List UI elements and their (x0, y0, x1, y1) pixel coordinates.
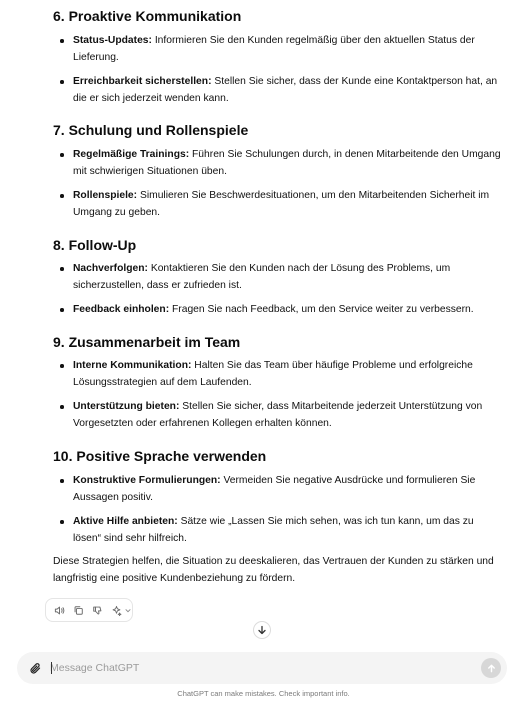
send-button[interactable] (481, 658, 501, 678)
text-cursor (51, 662, 52, 674)
sparkle-regenerate-icon[interactable] (109, 603, 123, 617)
item-label: Feedback einholen: (73, 304, 170, 315)
item-label: Erreichbarkeit sicherstellen: (73, 76, 212, 87)
item-label: Unterstützung bieten: (73, 401, 180, 412)
item-text: Informieren Sie den Kunden regelmäßig über den aktuellen Status der Lieferung. (73, 35, 475, 63)
thumbs-down-icon[interactable] (90, 603, 104, 617)
item-label: Rollenspiele: (73, 190, 138, 201)
arrow-down-icon (257, 625, 267, 635)
closing-paragraph: Diese Strategien helfen, die Situation zu deeskalieren, das Vertrauen der Kunden zu stärken und langfristig eine positive Kundenbeziehung zu fördern. (53, 556, 494, 584)
item-text: Stellen Sie sicher, dass der Kunde eine Kontaktperson hat, an die er sich jederzeit wenden kann. (73, 76, 498, 104)
section-heading: 8. Follow-Up (53, 237, 137, 253)
bullet-list (53, 357, 503, 432)
message-input[interactable] (50, 658, 470, 678)
section-heading: 6. Proaktive Kommunikation (53, 8, 242, 24)
item-label: Interne Kommunikation: (73, 360, 192, 371)
attach-paperclip-icon[interactable] (27, 660, 43, 676)
item-text: Fragen Sie nach Feedback, um den Service weiter zu verbessern. (169, 304, 474, 315)
list-item (53, 187, 503, 221)
item-text: Vermeiden Sie negative Ausdrücke und formulieren Sie Aussagen positiv. (73, 475, 476, 503)
item-label: Regelmäßige Trainings: (73, 149, 190, 160)
message-actions (45, 598, 133, 622)
item-label: Nachverfolgen: (73, 263, 148, 274)
list-item (53, 260, 503, 294)
item-text: Halten Sie das Team über häufige Probleme und erfolgreiche Lösungsstrategien auf dem Laufenden. (73, 360, 473, 388)
item-text: Kontaktieren Sie den Kunden nach der Lösung des Problems, um sicherzustellen, dass er zufrieden ist. (73, 263, 451, 291)
bullet-list (53, 472, 503, 547)
item-text: Simulieren Sie Beschwerdesituationen, um den Mitarbeitenden Sicherheit im Umgang zu geben. (73, 190, 490, 218)
list-item (53, 398, 503, 432)
disclaimer-footer: ChatGPT can make mistakes. Check important info. (177, 689, 350, 698)
bullet-list (53, 260, 503, 318)
item-label: Aktive Hilfe anbieten: (73, 516, 178, 527)
list-item (53, 32, 503, 66)
item-text: Stellen Sie sicher, dass Mitarbeitende jederzeit Unterstützung von Vorgesetzten oder erfahrenen Kollegen erhalten können. (73, 401, 483, 429)
item-text: Sätze wie „Lassen Sie mich sehen, was ich tun kann, um das zu lösen“ sind sehr hilfreich. (73, 516, 474, 544)
scroll-to-bottom-button[interactable] (253, 621, 271, 639)
bullet-list (53, 32, 503, 107)
list-item (53, 472, 503, 506)
list-item (53, 73, 503, 107)
list-item (53, 513, 503, 547)
bullet-list (53, 146, 503, 221)
item-label: Status-Updates: (73, 35, 152, 46)
item-text: Führen Sie Schulungen durch, in denen Mitarbeitende den Umgang mit schwierigen Situationen üben. (73, 149, 501, 177)
section-heading: 7. Schulung und Rollenspiele (53, 122, 249, 138)
list-item (53, 301, 503, 318)
list-item (53, 357, 503, 391)
chevron-down-icon[interactable] (124, 603, 132, 617)
item-label: Konstruktive Formulierungen: (73, 475, 221, 486)
section-heading: 10. Positive Sprache verwenden (53, 448, 267, 464)
section-heading: 9. Zusammenarbeit im Team (53, 334, 241, 350)
message-composer (17, 652, 507, 684)
read-aloud-icon[interactable] (52, 603, 66, 617)
copy-icon[interactable] (71, 603, 85, 617)
list-item (53, 146, 503, 180)
